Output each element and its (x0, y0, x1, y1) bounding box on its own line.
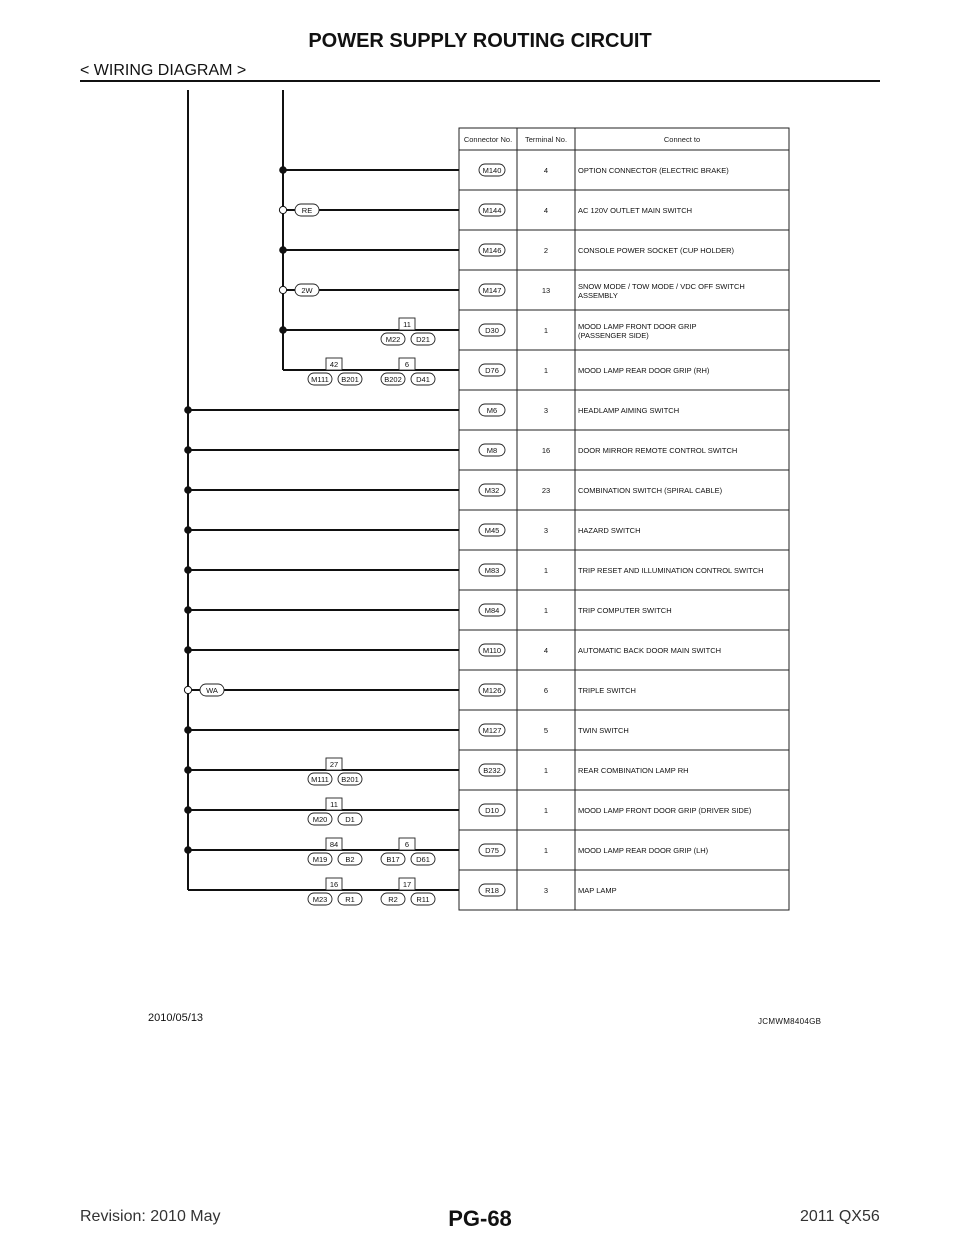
table-header-cell: Connector No. (463, 135, 513, 144)
connect-to-label: SNOW MODE / TOW MODE / VDC OFF SWITCH (578, 282, 745, 291)
junction-terminal-number: 84 (329, 840, 339, 849)
connect-to-label: (PASSENGER SIDE) (578, 331, 649, 340)
revision-label: Revision: 2010 May (80, 1208, 221, 1225)
terminal-number: 1 (543, 366, 549, 375)
connector-number: D30 (485, 326, 499, 335)
connector-number: M127 (482, 726, 502, 735)
connector-number: M83 (484, 566, 500, 575)
terminal-number: 1 (543, 566, 549, 575)
section-label: < WIRING DIAGRAM > (80, 62, 247, 79)
splice-node-open (184, 686, 191, 693)
terminal-number: 4 (543, 206, 549, 215)
splice-node (184, 726, 192, 734)
junction-terminal-number: 42 (329, 360, 339, 369)
model-label: 2011 QX56 (800, 1208, 880, 1225)
connector-number: M32 (484, 486, 500, 495)
junction-terminal-number: 6 (404, 840, 410, 849)
terminal-number: 23 (541, 486, 551, 495)
connector-number: M6 (486, 406, 498, 415)
junction-connector-number: M22 (385, 335, 401, 344)
junction-connector-number: R2 (388, 895, 398, 904)
connector-number: M126 (482, 686, 502, 695)
figure-code: JCMWM8404GB (758, 1017, 822, 1026)
connect-to-label: HEADLAMP AIMING SWITCH (578, 406, 680, 415)
terminal-number: 4 (543, 646, 549, 655)
junction-connector-number: D1 (345, 815, 355, 824)
splice-node-open (279, 206, 286, 213)
connect-to-label: TRIP COMPUTER SWITCH (578, 606, 672, 615)
terminal-number: 1 (543, 326, 549, 335)
splice-node (279, 166, 287, 174)
terminal-number: 3 (543, 886, 549, 895)
junction-connector-number: D21 (416, 335, 430, 344)
connect-to-label: TRIP RESET AND ILLUMINATION CONTROL SWITCH (578, 566, 764, 575)
page-number: PG-68 (448, 1206, 512, 1231)
junction-connector-number: B2 (345, 855, 355, 864)
page-title: POWER SUPPLY ROUTING CIRCUIT (308, 30, 652, 52)
terminal-number: 1 (543, 806, 549, 815)
junction-connector-number: B202 (384, 375, 402, 384)
splice-node (184, 446, 192, 454)
terminal-number: 6 (543, 686, 549, 695)
connector-number: R18 (485, 886, 499, 895)
splice-node (184, 606, 192, 614)
junction-terminal-number: 6 (404, 360, 410, 369)
table-header-cell: Terminal No. (524, 135, 568, 144)
splice-node-open (279, 286, 286, 293)
wire-color-label: 2W (301, 286, 313, 295)
junction-connector-number: R11 (416, 895, 430, 904)
splice-node (279, 246, 287, 254)
connector-number: D76 (485, 366, 499, 375)
terminal-number: 4 (543, 166, 549, 175)
splice-node (184, 526, 192, 534)
wire-color-label: WA (206, 686, 218, 695)
terminal-number: 16 (541, 446, 551, 455)
connect-to-label: MOOD LAMP REAR DOOR GRIP (LH) (578, 846, 709, 855)
connect-to-label: MOOD LAMP FRONT DOOR GRIP (578, 322, 697, 331)
splice-node (184, 566, 192, 574)
junction-connector-number: M20 (312, 815, 328, 824)
terminal-number: 2 (543, 246, 549, 255)
terminal-number: 1 (543, 766, 549, 775)
terminal-number: 3 (543, 406, 549, 415)
junction-terminal-number: 11 (330, 800, 338, 809)
table-header-cell: Connect to (663, 135, 701, 144)
splice-node (279, 326, 287, 334)
junction-connector-number: B201 (341, 775, 359, 784)
connect-to-label: COMBINATION SWITCH (SPIRAL CABLE) (578, 486, 723, 495)
junction-connector-number: D61 (416, 855, 430, 864)
connector-number: M147 (482, 286, 502, 295)
connector-number: M140 (482, 166, 502, 175)
connect-to-label: TRIPLE SWITCH (578, 686, 636, 695)
junction-connector-number: R1 (345, 895, 355, 904)
connect-to-label: TWIN SWITCH (578, 726, 629, 735)
connect-to-label: MOOD LAMP FRONT DOOR GRIP (DRIVER SIDE) (578, 806, 752, 815)
terminal-number: 1 (543, 606, 549, 615)
wire-color-label: RE (301, 206, 313, 215)
connect-to-label: ASSEMBLY (578, 291, 618, 300)
connector-number: M146 (482, 246, 502, 255)
connect-to-label: AUTOMATIC BACK DOOR MAIN SWITCH (578, 646, 722, 655)
junction-connector-number: D41 (416, 375, 430, 384)
connector-number: D10 (485, 806, 499, 815)
splice-node (184, 766, 192, 774)
junction-terminal-number: 27 (329, 760, 339, 769)
junction-terminal-number: 16 (329, 880, 339, 889)
connector-number: B232 (483, 766, 501, 775)
splice-node (184, 406, 192, 414)
terminal-number: 13 (541, 286, 551, 295)
connector-number: D75 (485, 846, 499, 855)
terminal-number: 1 (543, 846, 549, 855)
junction-connector-number: M19 (312, 855, 328, 864)
splice-node (184, 486, 192, 494)
terminal-number: 3 (543, 526, 549, 535)
junction-terminal-number: 17 (402, 880, 412, 889)
junction-terminal-number: 11 (403, 320, 411, 329)
splice-node (184, 806, 192, 814)
diagram-date: 2010/05/13 (148, 1012, 204, 1024)
splice-node (184, 646, 192, 654)
connect-to-label: HAZARD SWITCH (578, 526, 641, 535)
connector-number: M84 (484, 606, 500, 615)
junction-connector-number: M111 (311, 775, 329, 784)
connector-number: M110 (482, 646, 502, 655)
connector-table (459, 128, 789, 910)
connect-to-label: DOOR MIRROR REMOTE CONTROL SWITCH (578, 446, 738, 455)
junction-connector-number: B17 (386, 855, 400, 864)
connect-to-label: CONSOLE POWER SOCKET (CUP HOLDER) (578, 246, 734, 255)
junction-connector-number: B201 (341, 375, 359, 384)
connect-to-label: MOOD LAMP REAR DOOR GRIP (RH) (578, 366, 710, 375)
connect-to-label: OPTION CONNECTOR (ELECTRIC BRAKE) (578, 166, 729, 175)
terminal-number: 5 (543, 726, 549, 735)
connector-number: M144 (482, 206, 502, 215)
wire-harness (184, 90, 459, 905)
junction-connector-number: M111 (311, 375, 329, 384)
connector-number: M8 (486, 446, 498, 455)
connector-number: M45 (484, 526, 500, 535)
junction-connector-number: M23 (312, 895, 328, 904)
splice-node (184, 846, 192, 854)
connect-to-label: MAP LAMP (578, 886, 617, 895)
connect-to-label: AC 120V OUTLET MAIN SWITCH (578, 206, 693, 215)
connect-to-label: REAR COMBINATION LAMP RH (578, 766, 689, 775)
